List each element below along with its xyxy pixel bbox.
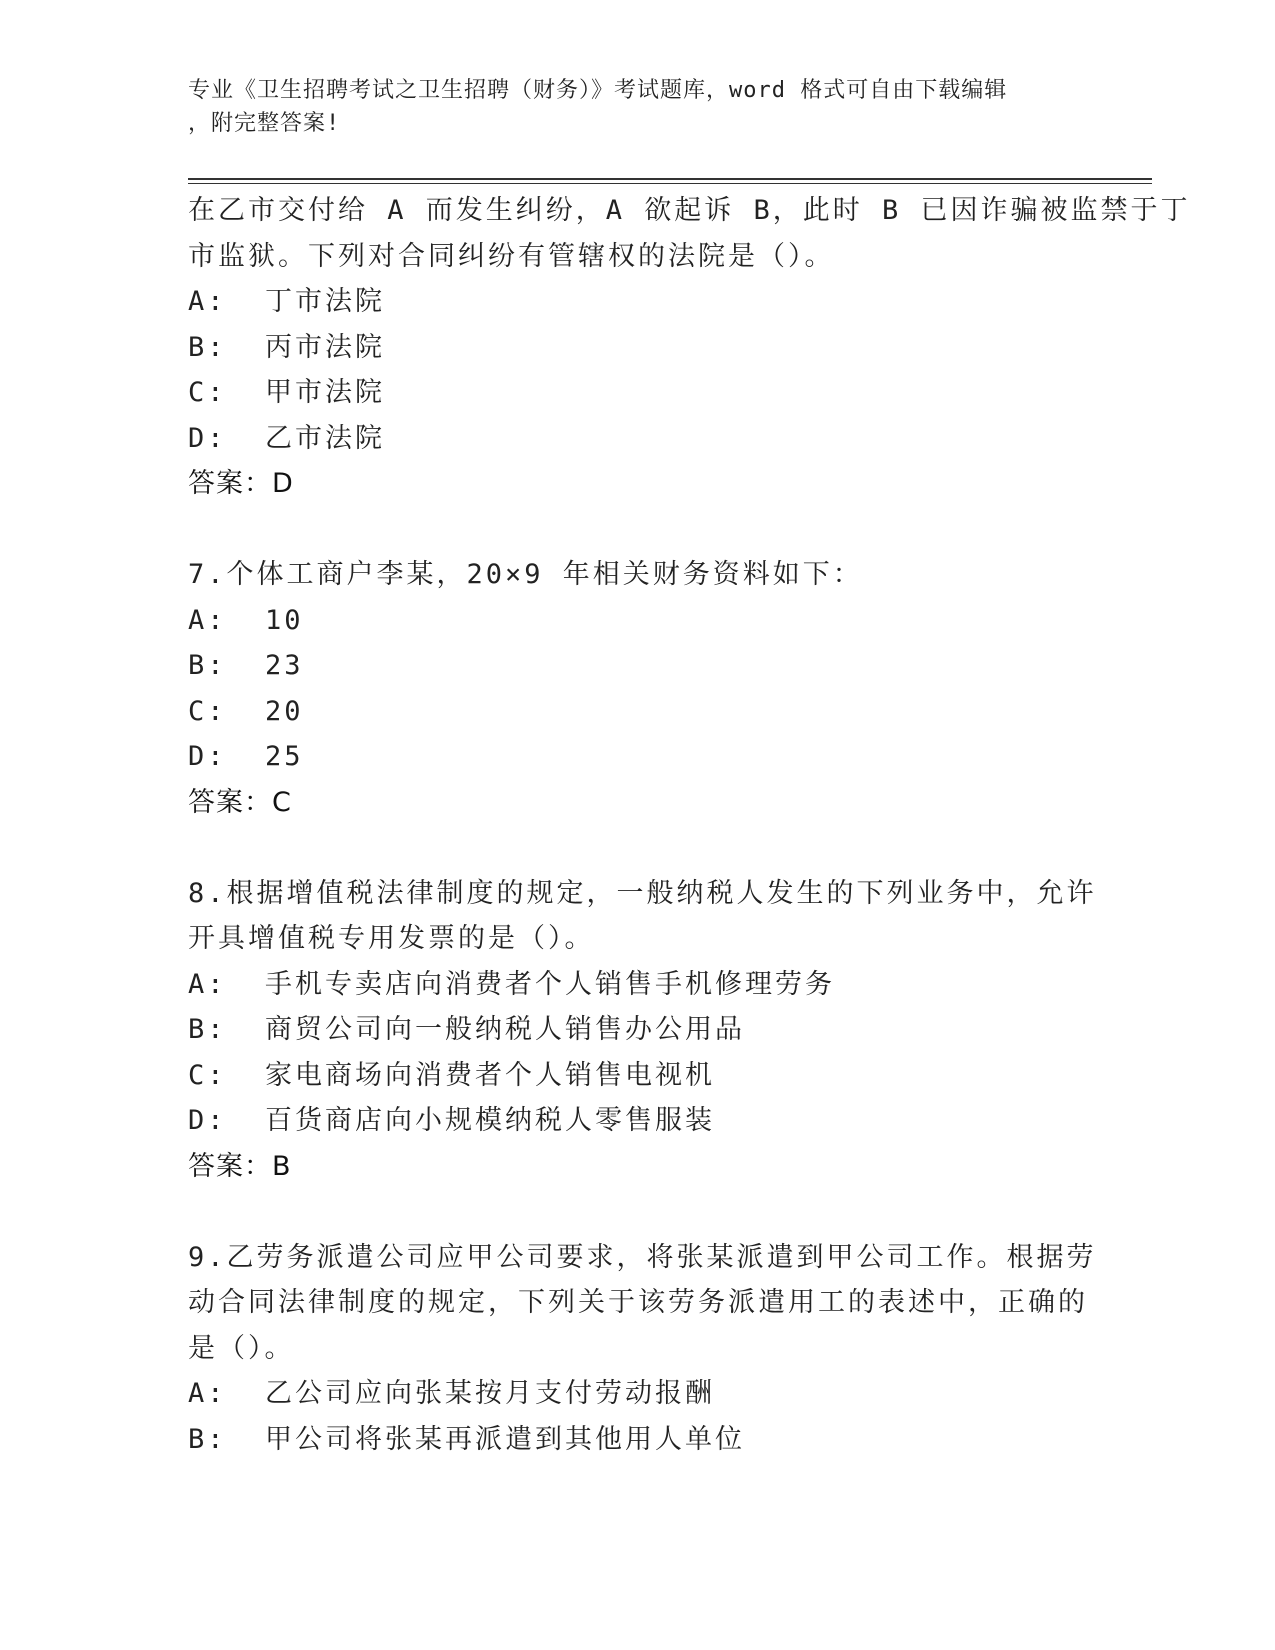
option-b: B: 商贸公司向一般纳税人销售办公用品: [188, 1014, 746, 1045]
question-9: [188, 1235, 1097, 1463]
option-b: B: 丙市法院: [188, 331, 386, 363]
answer-label: 答案：C: [188, 786, 292, 818]
question-stem-line: 在乙市交付给 A 而发生纠纷，A 欲起诉 B，此时 B 已因诈骗被监禁于丁: [188, 195, 1191, 226]
question-stem-line: 市监狱。下列对合同纠纷有管辖权的法院是（）。: [188, 240, 835, 272]
question-spacer: [188, 507, 1068, 553]
question-6: [188, 188, 1191, 507]
question-spacer: [188, 825, 1068, 871]
question-7: [188, 552, 1068, 825]
document-header: [188, 74, 1068, 140]
option-b: B: 23: [188, 650, 304, 681]
header-divider-thin: [188, 183, 1152, 184]
question-stem-line: 动合同法律制度的规定，下列关于该劳务派遣用工的表述中，正确的: [188, 1287, 1088, 1318]
option-d: D: 25: [188, 741, 304, 772]
question-stem-line: 7.个体工商户李某，20×9 年相关财务资料如下：: [188, 559, 863, 590]
option-c: C: 家电商场向消费者个人销售电视机: [188, 1059, 716, 1091]
option-d: D: 百货商店向小规模纳税人零售服装: [188, 1105, 716, 1136]
option-c: C: 甲市法院: [188, 377, 386, 408]
header-divider-thick: [188, 178, 1152, 180]
question-stem-line: 是（）。: [188, 1332, 295, 1364]
question-stem-line: 9.乙劳务派遣公司应甲公司要求，将张某派遣到甲公司工作。根据劳: [188, 1241, 1097, 1273]
option-d: D: 乙市法院: [188, 422, 386, 454]
option-a: A: 丁市法院: [188, 286, 386, 317]
question-list: [188, 188, 1191, 1462]
option-c: C: 20: [188, 695, 304, 727]
question-8: [188, 871, 1097, 1190]
option-a: A: 手机专卖店向消费者个人销售手机修理劳务: [188, 968, 836, 1000]
option-a: A: 10: [188, 604, 304, 636]
option-a: A: 乙公司应向张某按月支付劳动报酬: [188, 1378, 716, 1409]
question-stem-line: 8.根据增值税法律制度的规定，一般纳税人发生的下列业务中，允许: [188, 877, 1097, 909]
option-b: B: 甲公司将张某再派遣到其他用人单位: [188, 1423, 746, 1455]
header-line-2: ，附完整答案!: [188, 111, 341, 136]
question-stem-line: 开具增值税专用发票的是（）。: [188, 923, 595, 954]
question-spacer: [188, 1189, 1068, 1235]
header-line-1: 专业《卫生招聘考试之卫生招聘（财务）》考试题库，word 格式可自由下载编辑: [188, 78, 1008, 103]
answer-label: 答案：D: [188, 468, 294, 499]
answer-label: 答案：B: [188, 1150, 292, 1182]
